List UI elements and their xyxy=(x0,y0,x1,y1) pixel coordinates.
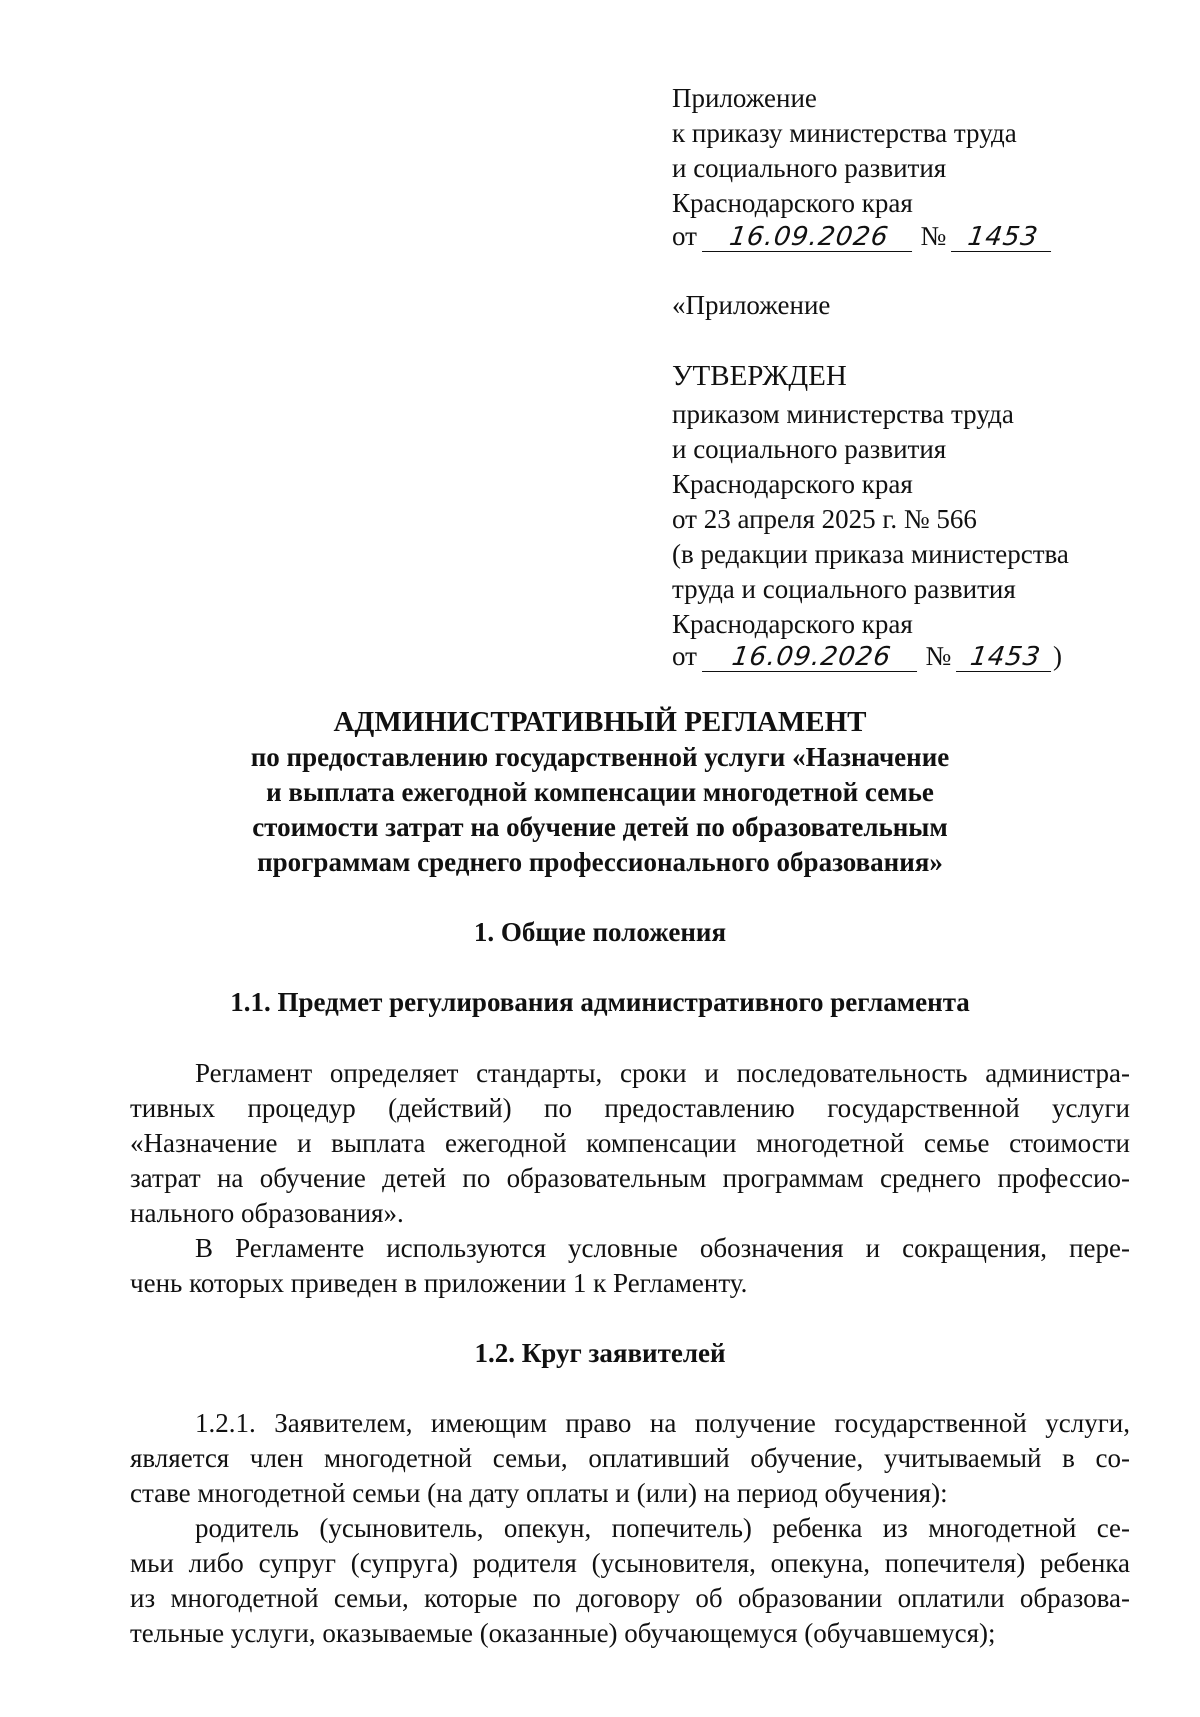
header-line: к приказу министерства труда xyxy=(672,118,1017,148)
subsection-heading: 1.2. Круг заявителей xyxy=(474,1338,726,1368)
date-prefix: от xyxy=(672,641,697,671)
paragraph-line: чень которых приведен в приложении 1 к Регламенту. xyxy=(130,1268,748,1298)
header-date-line xyxy=(672,220,1053,252)
approval-line: (в редакции приказа министерства xyxy=(672,539,1069,569)
approval-line: Краснодарского края xyxy=(672,469,913,499)
header-line: и социального развития xyxy=(672,153,947,183)
title-line: стоимости затрат на обучение детей по образовательным xyxy=(252,812,948,842)
paragraph-line: мьи либо супруг (супруга) родителя (усыновителя, опекуна, попечителя) ребенка xyxy=(130,1548,1130,1578)
title-line: и выплата ежегодной компенсации многодетной семье xyxy=(266,777,934,807)
handwritten-date: 16.09.2026 xyxy=(702,223,916,252)
closing-paren: ) xyxy=(1052,641,1062,671)
paragraph-line: тельные услуги, оказываемые (оказанные) обучающемуся (обучавшемуся); xyxy=(130,1618,996,1648)
approval-line: труда и социального развития xyxy=(672,574,1016,604)
title-line: программам среднего профессионального образования» xyxy=(257,847,943,877)
approval-line: и социального развития xyxy=(672,434,947,464)
approved-label: УТВЕРЖДЕН xyxy=(672,360,847,392)
handwritten-number: 1453 xyxy=(956,643,1055,672)
paragraph-line: нального образования». xyxy=(130,1198,404,1228)
paragraph-line: 1.2.1. Заявителем, имеющим право на получение государственной услуги, xyxy=(195,1408,1130,1438)
handwritten-number: 1453 xyxy=(951,223,1055,252)
subsection-heading: 1.1. Предмет регулирования административного регламента xyxy=(230,987,970,1017)
paragraph-line: тивных процедур (действий) по предоставлению государственной услуги xyxy=(130,1093,1130,1123)
paragraph-line: «Назначение и выплата ежегодной компенсации многодетной семье стоимости xyxy=(130,1128,1130,1158)
section-heading: 1. Общие положения xyxy=(473,917,727,947)
header-line: Краснодарского края xyxy=(672,188,913,218)
approval-line: приказом министерства труда xyxy=(672,399,1014,429)
paragraph-line: Регламент определяет стандарты, сроки и последовательность администра- xyxy=(195,1058,1130,1088)
header-line: Приложение xyxy=(672,83,817,113)
paragraph-line: ставе многодетной семьи (на дату оплаты и (или) на период обучения): xyxy=(130,1478,948,1508)
paragraph-line: является член многодетной семьи, оплативший обучение, учитываемый в со- xyxy=(130,1443,1130,1473)
number-prefix: № xyxy=(925,641,952,671)
approval-line: Краснодарского края xyxy=(672,609,913,639)
approval-prefix: «Приложение xyxy=(672,290,831,320)
title-line: по предоставлению государственной услуги «Назначение xyxy=(250,742,950,772)
approval-date-line xyxy=(672,640,1062,672)
paragraph-line: родитель (усыновитель, опекун, попечитель) ребенка из многодетной се- xyxy=(195,1513,1130,1543)
handwritten-date: 16.09.2026 xyxy=(702,643,921,672)
approval-line: от 23 апреля 2025 г. № 566 xyxy=(672,504,977,534)
paragraph-line: затрат на обучение детей по образовательным программам среднего профессио- xyxy=(130,1163,1130,1193)
paragraph-line: В Регламенте используются условные обозначения и сокращения, пере- xyxy=(195,1233,1130,1263)
date-prefix: от xyxy=(672,221,697,251)
paragraph-line: из многодетной семьи, которые по договору об образовании оплатили образова- xyxy=(130,1583,1130,1613)
number-prefix: № xyxy=(920,221,947,251)
title-line: АДМИНИСТРАТИВНЫЙ РЕГЛАМЕНТ xyxy=(333,706,867,738)
